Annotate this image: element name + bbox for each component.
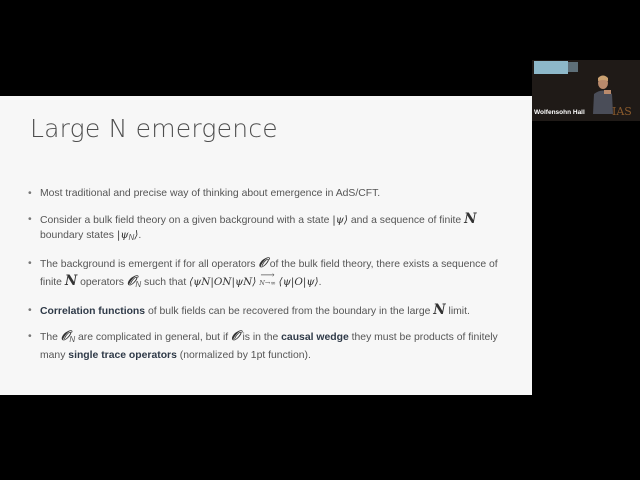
bullet-item	[28, 303, 518, 320]
bullet-item	[28, 329, 518, 363]
bullet-text: of bulk fields can be recovered from the boundary in the large	[145, 305, 434, 317]
operator-O: 𝒪	[258, 254, 267, 271]
venue-name: Wolfensohn Hall	[534, 109, 585, 116]
subscript-N: N	[135, 280, 142, 289]
bullet-text: boundary states	[40, 230, 117, 241]
slide	[0, 96, 532, 395]
subscript-N: N	[69, 335, 76, 344]
bullet-text: and a sequence of finite	[347, 214, 465, 226]
arrow-icon: ⟶	[260, 270, 275, 281]
operator-O-N: 𝒪	[60, 328, 70, 344]
bullet-text: Consider a bulk field theory on a given background with a state	[40, 214, 333, 226]
expectation-finite-N: ⟨ψN|ON|ψN⟩	[189, 276, 257, 288]
highlight-single-trace: single trace operators	[68, 349, 177, 361]
subscript-N: N	[128, 233, 135, 242]
bullet-text: Most traditional and precise way of thinking about emergence in AdS/CFT.	[40, 188, 381, 199]
bullet-text: .	[138, 230, 142, 241]
limit-arrow	[259, 272, 276, 287]
bullet-item	[28, 186, 518, 202]
bullet-list	[28, 186, 518, 373]
bullet-item	[28, 256, 518, 293]
bullet-text: operators	[77, 277, 127, 288]
bullet-item	[28, 212, 518, 246]
operator-O: 𝒪	[231, 328, 240, 344]
state-psi-N: |ψ	[116, 229, 129, 241]
bullet-text: .	[318, 277, 322, 288]
highlight-causal-wedge: causal wedge	[281, 332, 349, 343]
operator-O-N: 𝒪	[126, 273, 136, 289]
bullet-text: limit.	[445, 305, 470, 317]
venue-label	[532, 105, 640, 121]
bullet-text: of the bulk field theory, there exists a sequence of finite	[40, 258, 498, 288]
math-N: N	[64, 273, 78, 289]
projector-screen	[534, 61, 568, 74]
bullet-text: is in the	[239, 332, 282, 343]
highlight-correlation-functions: Correlation functions	[40, 305, 146, 317]
limit-label: N→∞	[259, 279, 276, 287]
bullet-text: are complicated in general, but if	[75, 332, 232, 343]
state-psi: |ψ⟩	[332, 213, 348, 226]
math-N: N	[433, 301, 446, 318]
ias-logo: IAS	[612, 105, 632, 118]
math-N: N	[464, 210, 477, 227]
projector-screen-edge	[568, 62, 578, 72]
bullet-text: they must be products of finitely many	[40, 332, 498, 361]
slide-title: Large N emergence	[30, 114, 278, 143]
bullet-text: (normalized by 1pt function).	[176, 349, 311, 361]
bullet-text: such that	[141, 277, 190, 288]
expectation-bulk: ⟨ψ|O|ψ⟩	[278, 276, 319, 288]
bullet-text: The background is emergent if for all operators	[40, 258, 259, 270]
ket-close: ⟩	[134, 229, 139, 241]
bullet-text: The	[40, 332, 61, 343]
